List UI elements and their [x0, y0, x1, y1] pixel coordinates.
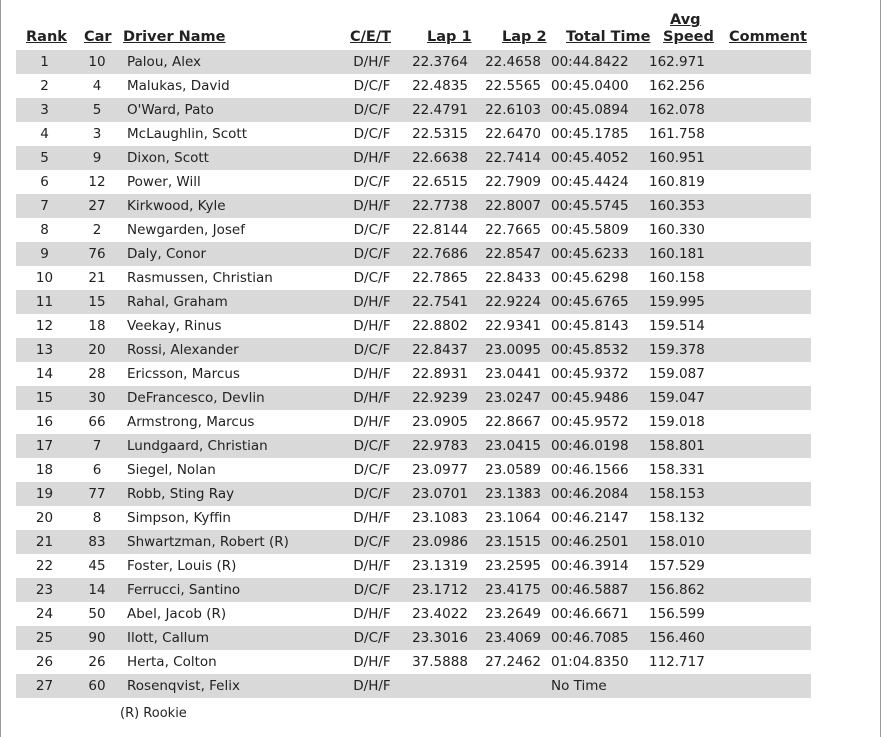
table-row [16, 578, 811, 602]
car-cell: 76 [73, 242, 121, 266]
comment-cell [713, 578, 811, 602]
lap1-cell: 22.7738 [403, 194, 477, 218]
comment-cell [713, 410, 811, 434]
cet-cell: D/H/F [341, 290, 403, 314]
total-time-cell: 00:45.4052 [549, 146, 647, 170]
lap2-cell: 22.4658 [477, 50, 549, 74]
header-avg: Avg [670, 12, 701, 28]
driver-name-cell: Palou, Alex [121, 50, 341, 74]
rank-cell: 2 [40, 78, 49, 94]
header-car: Car [84, 29, 112, 45]
comment-cell [713, 290, 811, 314]
lap2-cell: 22.7665 [485, 222, 541, 238]
lap2-cell: 22.7909 [485, 174, 541, 190]
lap2-cell: 22.7414 [477, 146, 549, 170]
cet-cell: D/H/F [353, 414, 391, 430]
table-row [16, 506, 811, 530]
rank-cell: 17 [16, 434, 73, 458]
avg-speed-cell: 162.256 [649, 78, 705, 94]
total-time-cell: 00:46.0198 [549, 434, 647, 458]
avg-speed-cell: 159.378 [647, 338, 713, 362]
lap1-cell [403, 674, 477, 698]
total-time-cell: 00:46.6671 [551, 606, 629, 622]
cet-cell: D/H/F [341, 386, 403, 410]
comment-cell [713, 266, 811, 290]
lap2-cell: 22.9341 [485, 318, 541, 334]
cet-cell: D/C/F [341, 434, 403, 458]
avg-speed-cell: 157.529 [649, 558, 705, 574]
car-cell: 9 [73, 146, 121, 170]
driver-name-cell: Daly, Conor [121, 242, 341, 266]
comment-cell [713, 242, 811, 266]
comment-cell [713, 218, 811, 242]
table-row [16, 362, 811, 386]
table-row [16, 146, 811, 170]
table-row [16, 74, 811, 98]
total-time-cell: 00:46.5887 [549, 578, 647, 602]
avg-speed-cell: 156.599 [649, 606, 705, 622]
header-rank: Rank [26, 29, 67, 45]
rank-cell: 26 [35, 654, 54, 670]
car-cell: 26 [88, 654, 106, 670]
cet-cell: D/C/F [341, 242, 403, 266]
driver-name-cell: O'Ward, Pato [121, 98, 341, 122]
lap1-cell: 22.6515 [412, 174, 468, 190]
cet-cell: D/C/F [341, 482, 403, 506]
table-row [16, 290, 811, 314]
comment-cell [713, 458, 811, 482]
comment-cell [713, 98, 811, 122]
results-table [16, 50, 811, 698]
car-cell: 83 [73, 530, 121, 554]
car-cell: 10 [73, 50, 121, 74]
car-cell: 60 [73, 674, 121, 698]
header-speed: Speed [663, 29, 714, 45]
rank-cell: 23 [16, 578, 73, 602]
total-time-cell: 00:45.9572 [551, 414, 629, 430]
rank-cell: 8 [40, 222, 49, 238]
lap1-cell: 37.5888 [412, 654, 468, 670]
lap2-cell: 22.8547 [477, 242, 549, 266]
cet-cell: D/C/F [353, 222, 391, 238]
cet-cell: D/C/F [353, 78, 391, 94]
lap1-cell: 22.7541 [403, 290, 477, 314]
total-time-cell: 00:44.8422 [549, 50, 647, 74]
total-time-cell: No Time [549, 674, 647, 698]
table-row [16, 674, 811, 698]
lap1-cell: 22.8802 [412, 318, 468, 334]
table-row [16, 530, 811, 554]
rank-cell: 12 [35, 318, 54, 334]
rookie-footnote: (R) Rookie [120, 706, 187, 721]
lap1-cell: 22.7686 [403, 242, 477, 266]
table-row [16, 410, 811, 434]
driver-name-cell: Lundgaard, Christian [121, 434, 341, 458]
rank-cell: 9 [16, 242, 73, 266]
rank-cell: 14 [35, 366, 54, 382]
avg-speed-cell: 112.717 [649, 654, 705, 670]
driver-name-cell: Ericsson, Marcus [127, 366, 240, 382]
lap1-cell: 23.0977 [412, 462, 468, 478]
avg-speed-cell: 158.132 [649, 510, 705, 526]
rank-cell: 20 [35, 510, 54, 526]
table-row [16, 386, 811, 410]
lap1-cell: 22.9783 [403, 434, 477, 458]
table-row [16, 458, 811, 482]
driver-name-cell: Rasmussen, Christian [127, 270, 273, 286]
comment-cell [713, 602, 811, 626]
table-row [16, 602, 811, 626]
comment-cell [713, 194, 811, 218]
driver-name-cell: Newgarden, Josef [127, 222, 245, 238]
total-time-cell: 00:45.0400 [551, 78, 629, 94]
lap2-cell: 23.0589 [485, 462, 541, 478]
avg-speed-cell: 158.331 [649, 462, 705, 478]
avg-speed-cell: 156.862 [647, 578, 713, 602]
comment-cell [713, 434, 811, 458]
rank-cell: 7 [16, 194, 73, 218]
header-comment: Comment [729, 29, 807, 45]
cet-cell: D/H/F [341, 194, 403, 218]
car-cell: 90 [73, 626, 121, 650]
lap2-cell: 27.2462 [485, 654, 541, 670]
total-time-cell: 01:04.8350 [551, 654, 629, 670]
avg-speed-cell: 160.353 [647, 194, 713, 218]
car-cell: 27 [73, 194, 121, 218]
lap2-cell: 22.6470 [485, 126, 541, 142]
total-time-cell: 00:45.1785 [551, 126, 629, 142]
cet-cell: D/C/F [353, 462, 391, 478]
total-time-cell: 00:46.2084 [549, 482, 647, 506]
cet-cell: D/C/F [353, 270, 391, 286]
comment-cell [713, 314, 811, 338]
rank-cell: 24 [35, 606, 54, 622]
lap2-cell: 22.8433 [485, 270, 541, 286]
header-cet: C/E/T [350, 29, 392, 45]
avg-speed-cell: 156.460 [647, 626, 713, 650]
driver-name-cell: Abel, Jacob (R) [127, 606, 227, 622]
cet-cell: D/C/F [353, 126, 391, 142]
comment-cell [713, 122, 811, 146]
rank-cell: 22 [35, 558, 54, 574]
table-row [16, 338, 811, 362]
total-time-cell: 00:45.5809 [551, 222, 629, 238]
table-row [16, 554, 811, 578]
lap1-cell: 22.6638 [403, 146, 477, 170]
avg-speed-cell: 160.951 [647, 146, 713, 170]
comment-cell [713, 530, 811, 554]
lap1-cell: 23.3016 [403, 626, 477, 650]
comment-cell [713, 50, 811, 74]
driver-name-cell: Malukas, David [127, 78, 230, 94]
lap1-cell: 23.0986 [403, 530, 477, 554]
driver-name-cell: McLaughlin, Scott [127, 126, 248, 142]
comment-cell [713, 146, 811, 170]
cet-cell: D/C/F [341, 530, 403, 554]
lap2-cell: 23.4175 [477, 578, 549, 602]
avg-speed-cell: 158.153 [647, 482, 713, 506]
table-row [16, 194, 811, 218]
total-time-cell: 00:46.2501 [549, 530, 647, 554]
lap1-cell: 23.1083 [412, 510, 468, 526]
driver-name-cell: Herta, Colton [127, 654, 217, 670]
table-row [16, 266, 811, 290]
car-cell: 45 [88, 558, 106, 574]
rank-cell: 6 [40, 174, 49, 190]
avg-speed-cell: 158.801 [647, 434, 713, 458]
comment-cell [713, 674, 811, 698]
total-time-cell: 00:45.8143 [551, 318, 629, 334]
cet-cell: D/H/F [353, 366, 391, 382]
driver-name-cell: Veekay, Rinus [127, 318, 222, 334]
lap1-cell: 23.0701 [403, 482, 477, 506]
car-cell: 50 [88, 606, 106, 622]
driver-name-cell: Armstrong, Marcus [127, 414, 255, 430]
lap1-cell: 22.8144 [412, 222, 468, 238]
lap2-cell: 23.0247 [477, 386, 549, 410]
lap1-cell: 22.3764 [403, 50, 477, 74]
cet-cell: D/H/F [353, 654, 391, 670]
total-time-cell: 00:46.7085 [549, 626, 647, 650]
driver-name-cell: Siegel, Nolan [127, 462, 216, 478]
lap2-cell: 23.4069 [477, 626, 549, 650]
table-row [16, 122, 811, 146]
table-row [16, 482, 811, 506]
rank-cell: 16 [35, 414, 54, 430]
rank-cell: 10 [35, 270, 54, 286]
rank-cell: 18 [35, 462, 54, 478]
lap1-cell: 22.8931 [412, 366, 468, 382]
table-row [16, 434, 811, 458]
total-time-cell: 00:45.6233 [549, 242, 647, 266]
driver-name-cell: Foster, Louis (R) [127, 558, 237, 574]
table-row [16, 170, 811, 194]
total-time-cell: 00:45.0894 [549, 98, 647, 122]
rank-cell: 25 [16, 626, 73, 650]
avg-speed-cell [647, 674, 713, 698]
total-time-cell: 00:45.9486 [549, 386, 647, 410]
driver-name-cell: DeFrancesco, Devlin [121, 386, 341, 410]
comment-cell [713, 362, 811, 386]
total-time-cell: 00:46.1566 [551, 462, 629, 478]
lap1-cell: 22.4835 [412, 78, 468, 94]
lap2-cell: 22.9224 [477, 290, 549, 314]
driver-name-cell: Power, Will [127, 174, 201, 190]
lap1-cell: 22.4791 [403, 98, 477, 122]
avg-speed-cell: 159.995 [647, 290, 713, 314]
lap1-cell: 22.5315 [412, 126, 468, 142]
rank-cell: 27 [16, 674, 73, 698]
rank-cell: 15 [16, 386, 73, 410]
avg-speed-cell: 159.514 [649, 318, 705, 334]
total-time-cell: 00:45.6765 [549, 290, 647, 314]
lap2-cell: 22.8667 [485, 414, 541, 430]
cet-cell: D/H/F [341, 674, 403, 698]
comment-cell [713, 650, 811, 674]
lap2-cell: 23.0095 [477, 338, 549, 362]
car-cell: 4 [92, 78, 102, 94]
driver-name-cell: Kirkwood, Kyle [121, 194, 341, 218]
car-cell: 15 [73, 290, 121, 314]
total-time-cell: 00:45.9372 [551, 366, 629, 382]
cet-cell: D/C/F [341, 338, 403, 362]
lap1-cell: 22.7865 [412, 270, 468, 286]
header-total-time: Total Time [566, 29, 651, 45]
comment-cell [713, 386, 811, 410]
car-cell: 66 [88, 414, 106, 430]
table-row [16, 50, 811, 74]
header-driver-name: Driver Name [123, 29, 226, 45]
avg-speed-cell: 161.758 [649, 126, 705, 142]
comment-cell [713, 482, 811, 506]
car-cell: 18 [88, 318, 106, 334]
rank-cell: 3 [16, 98, 73, 122]
table-row [16, 218, 811, 242]
rank-cell: 13 [16, 338, 73, 362]
car-cell: 12 [88, 174, 106, 190]
car-cell: 21 [88, 270, 106, 286]
driver-name-cell: Ferrucci, Santino [121, 578, 341, 602]
driver-name-cell: Ilott, Callum [121, 626, 341, 650]
cet-cell: D/H/F [341, 146, 403, 170]
car-cell: 14 [73, 578, 121, 602]
table-row [16, 98, 811, 122]
car-cell: 30 [73, 386, 121, 410]
driver-name-cell: Simpson, Kyffin [127, 510, 231, 526]
rank-cell: 5 [16, 146, 73, 170]
avg-speed-cell: 160.158 [649, 270, 705, 286]
results-body [16, 50, 811, 698]
avg-speed-cell: 159.087 [649, 366, 705, 382]
avg-speed-cell: 162.971 [647, 50, 713, 74]
driver-name-cell: Rahal, Graham [121, 290, 341, 314]
rank-cell: 19 [16, 482, 73, 506]
avg-speed-cell: 159.018 [649, 414, 705, 430]
lap2-cell: 23.0441 [485, 366, 541, 382]
lap2-cell: 23.1383 [477, 482, 549, 506]
cet-cell: D/H/F [353, 318, 391, 334]
car-cell: 2 [92, 222, 102, 238]
cet-cell: D/H/F [353, 558, 391, 574]
lap2-cell: 22.6103 [477, 98, 549, 122]
lap1-cell: 22.8437 [403, 338, 477, 362]
car-cell: 8 [92, 510, 102, 526]
avg-speed-cell: 160.819 [649, 174, 705, 190]
lap1-cell: 22.9239 [403, 386, 477, 410]
lap1-cell: 23.1319 [412, 558, 468, 574]
lap2-cell: 22.8007 [477, 194, 549, 218]
car-cell: 3 [92, 126, 102, 142]
rank-cell: 21 [16, 530, 73, 554]
total-time-cell: 00:45.5745 [549, 194, 647, 218]
lap2-cell: 23.1064 [485, 510, 541, 526]
cet-cell: D/C/F [341, 626, 403, 650]
cet-cell: D/H/F [353, 510, 391, 526]
lap2-cell: 22.5565 [485, 78, 541, 94]
total-time-cell: 00:46.2147 [551, 510, 629, 526]
car-cell: 5 [73, 98, 121, 122]
comment-cell [713, 506, 811, 530]
driver-name-cell: Dixon, Scott [121, 146, 341, 170]
car-cell: 20 [73, 338, 121, 362]
table-row [16, 314, 811, 338]
avg-speed-cell: 160.181 [647, 242, 713, 266]
header-lap2: Lap 2 [502, 29, 547, 45]
lap2-cell: 23.2595 [485, 558, 541, 574]
comment-cell [713, 338, 811, 362]
rank-cell: 1 [16, 50, 73, 74]
table-row [16, 626, 811, 650]
car-cell: 6 [92, 462, 102, 478]
lap2-cell: 23.0415 [477, 434, 549, 458]
table-row [16, 242, 811, 266]
lap1-cell: 23.0905 [412, 414, 468, 430]
avg-speed-cell: 160.330 [649, 222, 705, 238]
rank-cell: 11 [16, 290, 73, 314]
total-time-cell: 00:45.6298 [551, 270, 629, 286]
driver-name-cell: Rosenqvist, Felix [121, 674, 341, 698]
avg-speed-cell: 158.010 [647, 530, 713, 554]
driver-name-cell: Robb, Sting Ray [121, 482, 341, 506]
total-time-cell: 00:46.3914 [551, 558, 629, 574]
driver-name-cell: Rossi, Alexander [121, 338, 341, 362]
lap2-cell [477, 674, 549, 698]
avg-speed-cell: 159.047 [647, 386, 713, 410]
total-time-cell: 00:45.4424 [551, 174, 629, 190]
lap2-cell: 23.2649 [485, 606, 541, 622]
car-cell: 28 [88, 366, 106, 382]
comment-cell [713, 170, 811, 194]
car-cell: 7 [73, 434, 121, 458]
cet-cell: D/C/F [353, 174, 391, 190]
comment-cell [713, 74, 811, 98]
cet-cell: D/H/F [353, 606, 391, 622]
total-time-cell: 00:45.8532 [549, 338, 647, 362]
lap1-cell: 23.4022 [412, 606, 468, 622]
rank-cell: 4 [40, 126, 49, 142]
cet-cell: D/C/F [341, 98, 403, 122]
comment-cell [713, 554, 811, 578]
lap2-cell: 23.1515 [477, 530, 549, 554]
comment-cell [713, 626, 811, 650]
header-lap1: Lap 1 [427, 29, 472, 45]
table-row [16, 650, 811, 674]
cet-cell: D/C/F [341, 578, 403, 602]
car-cell: 77 [73, 482, 121, 506]
driver-name-cell: Shwartzman, Robert (R) [121, 530, 341, 554]
avg-speed-cell: 162.078 [647, 98, 713, 122]
cet-cell: D/H/F [341, 50, 403, 74]
lap1-cell: 23.1712 [403, 578, 477, 602]
